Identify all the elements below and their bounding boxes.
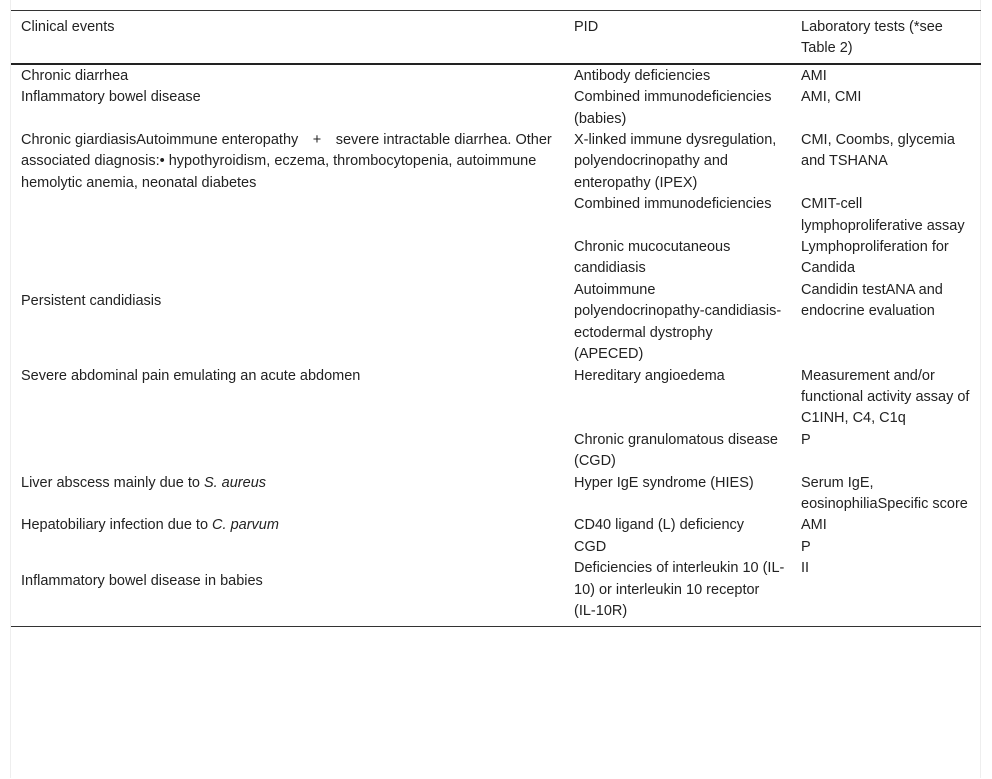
clinical-event-cell bbox=[11, 194, 564, 237]
table-row bbox=[11, 194, 981, 237]
lab-tests-cell: P bbox=[801, 538, 811, 555]
pid-cell: Autoimmune polyendocrinopathy-candidiasis-ectodermal dystrophy (APECED) bbox=[574, 281, 782, 363]
lab-tests-cell: AMI, CMI bbox=[801, 89, 862, 106]
clinical-event-cell bbox=[11, 515, 564, 536]
pid-cell: Chronic granulomatous disease (CGD) bbox=[574, 431, 778, 470]
table-header-row bbox=[11, 11, 981, 64]
pid-cell: Combined immunodeficiencies bbox=[574, 196, 772, 213]
clinical-event-text: Hepatobiliary infection due to bbox=[21, 517, 213, 534]
table-row bbox=[11, 237, 981, 280]
table-row bbox=[11, 87, 981, 130]
clinical-event-cell: Inflammatory bowel disease in babies bbox=[21, 572, 263, 589]
lab-tests-cell: CMI, Coombs, glycemia and TSHANA bbox=[801, 132, 955, 170]
pid-cell: Deficiencies of interleukin 10 (IL-10) or interleukin 10 receptor (IL-10R) bbox=[574, 560, 785, 619]
table-row bbox=[11, 366, 981, 430]
lab-tests-cell: Serum IgE, eosinophiliaSpecific score bbox=[801, 474, 968, 512]
clinical-event-text: Liver abscess mainly due to bbox=[21, 474, 204, 491]
organism-name: S. aureus bbox=[203, 474, 267, 491]
clinical-event-cell bbox=[11, 473, 564, 516]
pid-cell: CD40 ligand (L) deficiency bbox=[574, 517, 745, 534]
table-row bbox=[11, 130, 981, 194]
lab-tests-cell: II bbox=[801, 560, 810, 577]
pid-cell: Chronic mucocutaneous candidiasis bbox=[574, 239, 731, 277]
pid-cell: Hyper IgE syndrome (HIES) bbox=[574, 474, 754, 491]
header-laboratory-tests: Laboratory tests (*see Table 2) bbox=[801, 19, 943, 57]
pid-clinical-table bbox=[11, 10, 981, 627]
lab-tests-cell: Lymphoproliferation for Candida bbox=[801, 239, 949, 277]
table-row bbox=[11, 64, 981, 87]
pid-cell: Hereditary angioedema bbox=[574, 367, 725, 384]
lab-tests-cell: AMI bbox=[801, 67, 827, 84]
lab-tests-cell: CMIT-cell lymphoproliferative assay bbox=[801, 196, 965, 234]
header-clinical-events: Clinical events bbox=[21, 19, 115, 35]
clinical-event-cell: Inflammatory bowel disease bbox=[21, 89, 201, 106]
organism-name: C. parvum bbox=[212, 517, 279, 534]
pid-cell: X-linked immune dysregulation, polyendocrinopathy and enteropathy (IPEX) bbox=[574, 132, 777, 191]
table-row bbox=[11, 515, 981, 536]
pid-cell: Antibody deficiencies bbox=[574, 67, 711, 84]
clinical-event-cell: Severe abdominal pain emulating an acute abdomen bbox=[21, 367, 361, 384]
header-pid: PID bbox=[574, 19, 599, 35]
table-row bbox=[11, 473, 981, 516]
table-row bbox=[11, 537, 981, 558]
lab-tests-cell: AMI bbox=[801, 517, 827, 534]
pid-cell: Combined immunodeficiencies (babies) bbox=[574, 89, 772, 127]
pid-cell: CGD bbox=[574, 538, 607, 555]
clinical-event-cell bbox=[11, 430, 564, 473]
table-row bbox=[11, 430, 981, 473]
lab-tests-cell: Candidin testANA and endocrine evaluation bbox=[801, 281, 943, 320]
lab-tests-cell: P bbox=[801, 431, 811, 448]
clinical-event-cell: Chronic giardiasisAutoimmune enteropathy + severe intractable diarrhea. Other associated diagnosis:• hypothyroidism, eczema, thrombocytopenia, autoimmune hemolytic anemia, neonatal diabetes bbox=[21, 132, 552, 191]
clinical-event-cell: Persistent candidiasis bbox=[21, 292, 162, 309]
clinical-event-cell: Chronic diarrhea bbox=[21, 67, 129, 84]
lab-tests-cell: Measurement and/or functional activity assay of C1INH, C4, C1q bbox=[801, 367, 970, 427]
